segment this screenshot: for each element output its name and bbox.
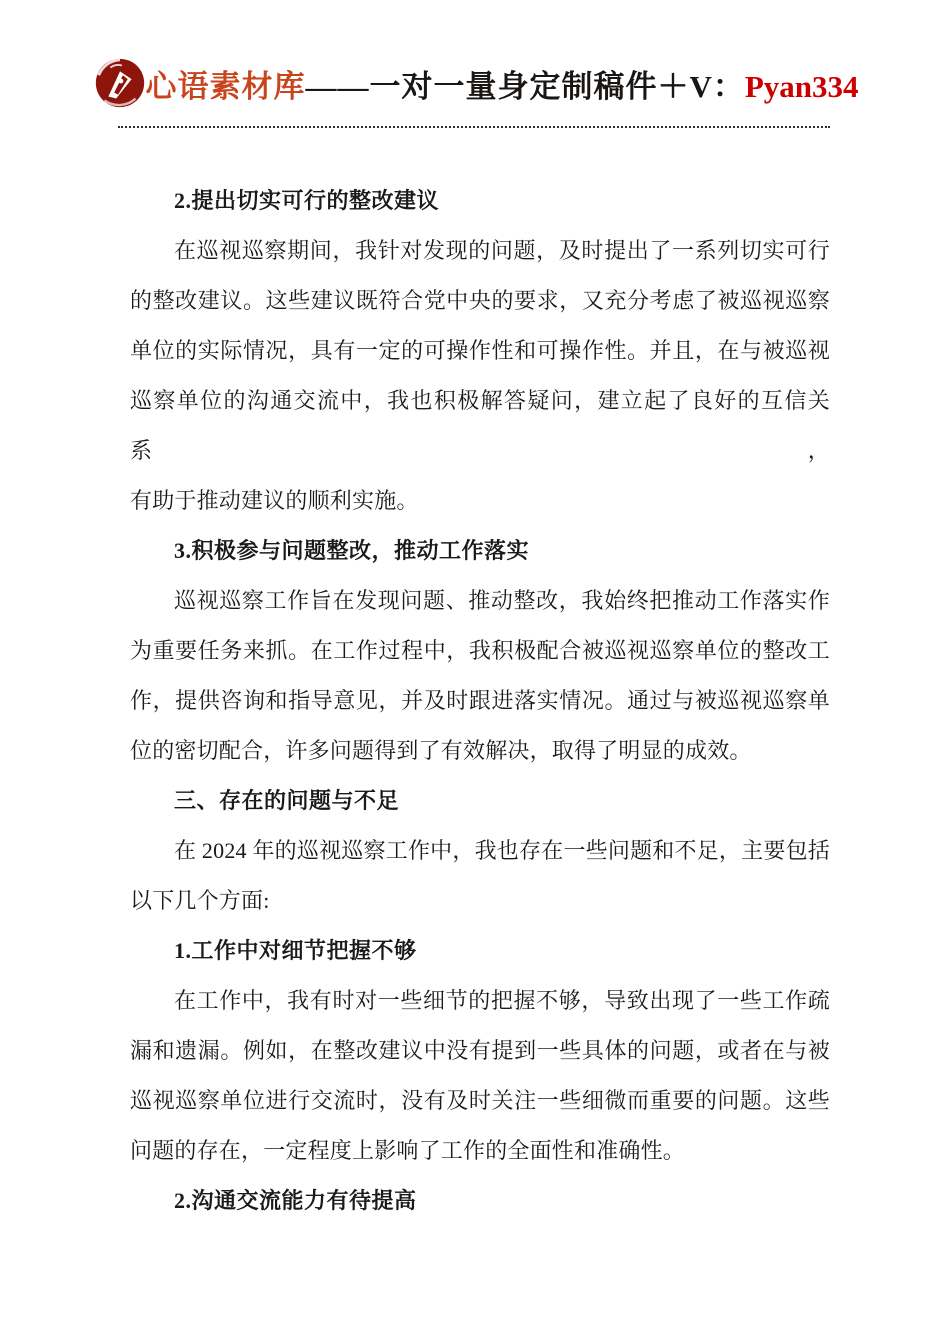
paragraph-line: 为重要任务来抓。在工作过程中，我积极配合被巡视巡察单位的整改工	[130, 638, 830, 663]
section-heading: 2.沟通交流能力有待提高	[174, 1188, 417, 1213]
pen-nib-circle-icon	[91, 54, 149, 112]
paragraph-line: 以下几个方面:	[130, 888, 270, 913]
section-heading: 1.工作中对细节把握不够	[174, 938, 417, 963]
page-header	[120, 50, 859, 116]
paragraph-line: 在工作中，我有时对一些细节的把握不够，导致出现了一些工作疏	[174, 988, 830, 1013]
section-heading: 2.提出切实可行的整改建议	[174, 188, 440, 213]
paragraph-line: 单位的实际情况，具有一定的可操作性和可操作性。并且，在与被巡视	[130, 338, 830, 363]
paragraph-line: 有助于推动建议的顺利实施。	[130, 488, 419, 513]
paragraph-line: 在 2024 年的巡视巡察工作中，我也存在一些问题和不足，主要包括	[174, 838, 830, 863]
paragraph	[130, 826, 830, 926]
paragraph-line: 问题的存在，一定程度上影响了工作的全面性和准确性。	[130, 1138, 686, 1163]
paragraph-line: 巡视巡察单位进行交流时，没有及时关注一些细微而重要的问题。这些	[130, 1088, 830, 1113]
section-heading: 三、存在的问题与不足	[174, 788, 400, 813]
paragraph-line: 的整改建议。这些建议既符合党中央的要求，又充分考虑了被巡视巡察	[130, 288, 830, 313]
header-divider	[118, 126, 830, 128]
header-title	[145, 61, 858, 106]
header-slogan: ——一对一量身定制稿件＋V：	[305, 68, 745, 104]
paragraph	[130, 226, 830, 526]
paragraph	[130, 976, 830, 1176]
paragraph	[130, 576, 830, 776]
paragraph-line: 在巡视巡察期间，我针对发现的问题，及时提出了一系列切实可行	[174, 238, 830, 263]
document-body	[130, 176, 830, 1226]
paragraph-line: 漏和遗漏。例如，在整改建议中没有提到一些具体的问题，或者在与被	[130, 1038, 830, 1063]
paragraph-line: 位的密切配合，许多问题得到了有效解决，取得了明显的成效。	[130, 738, 752, 763]
section-heading: 3.积极参与问题整改，推动工作落实	[174, 538, 530, 563]
paragraph-line: 巡视巡察工作旨在发现问题、推动整改，我始终把推动工作落实作	[174, 588, 830, 613]
wechat-id: Pyan334	[744, 68, 859, 104]
brand-name: 心语素材库	[145, 68, 306, 104]
paragraph-line: 巡察单位的沟通交流中，我也积极解答疑问，建立起了良好的互信关系，	[130, 388, 830, 463]
paragraph-line: 作，提供咨询和指导意见，并及时跟进落实情况。通过与被巡视巡察单	[130, 688, 830, 713]
